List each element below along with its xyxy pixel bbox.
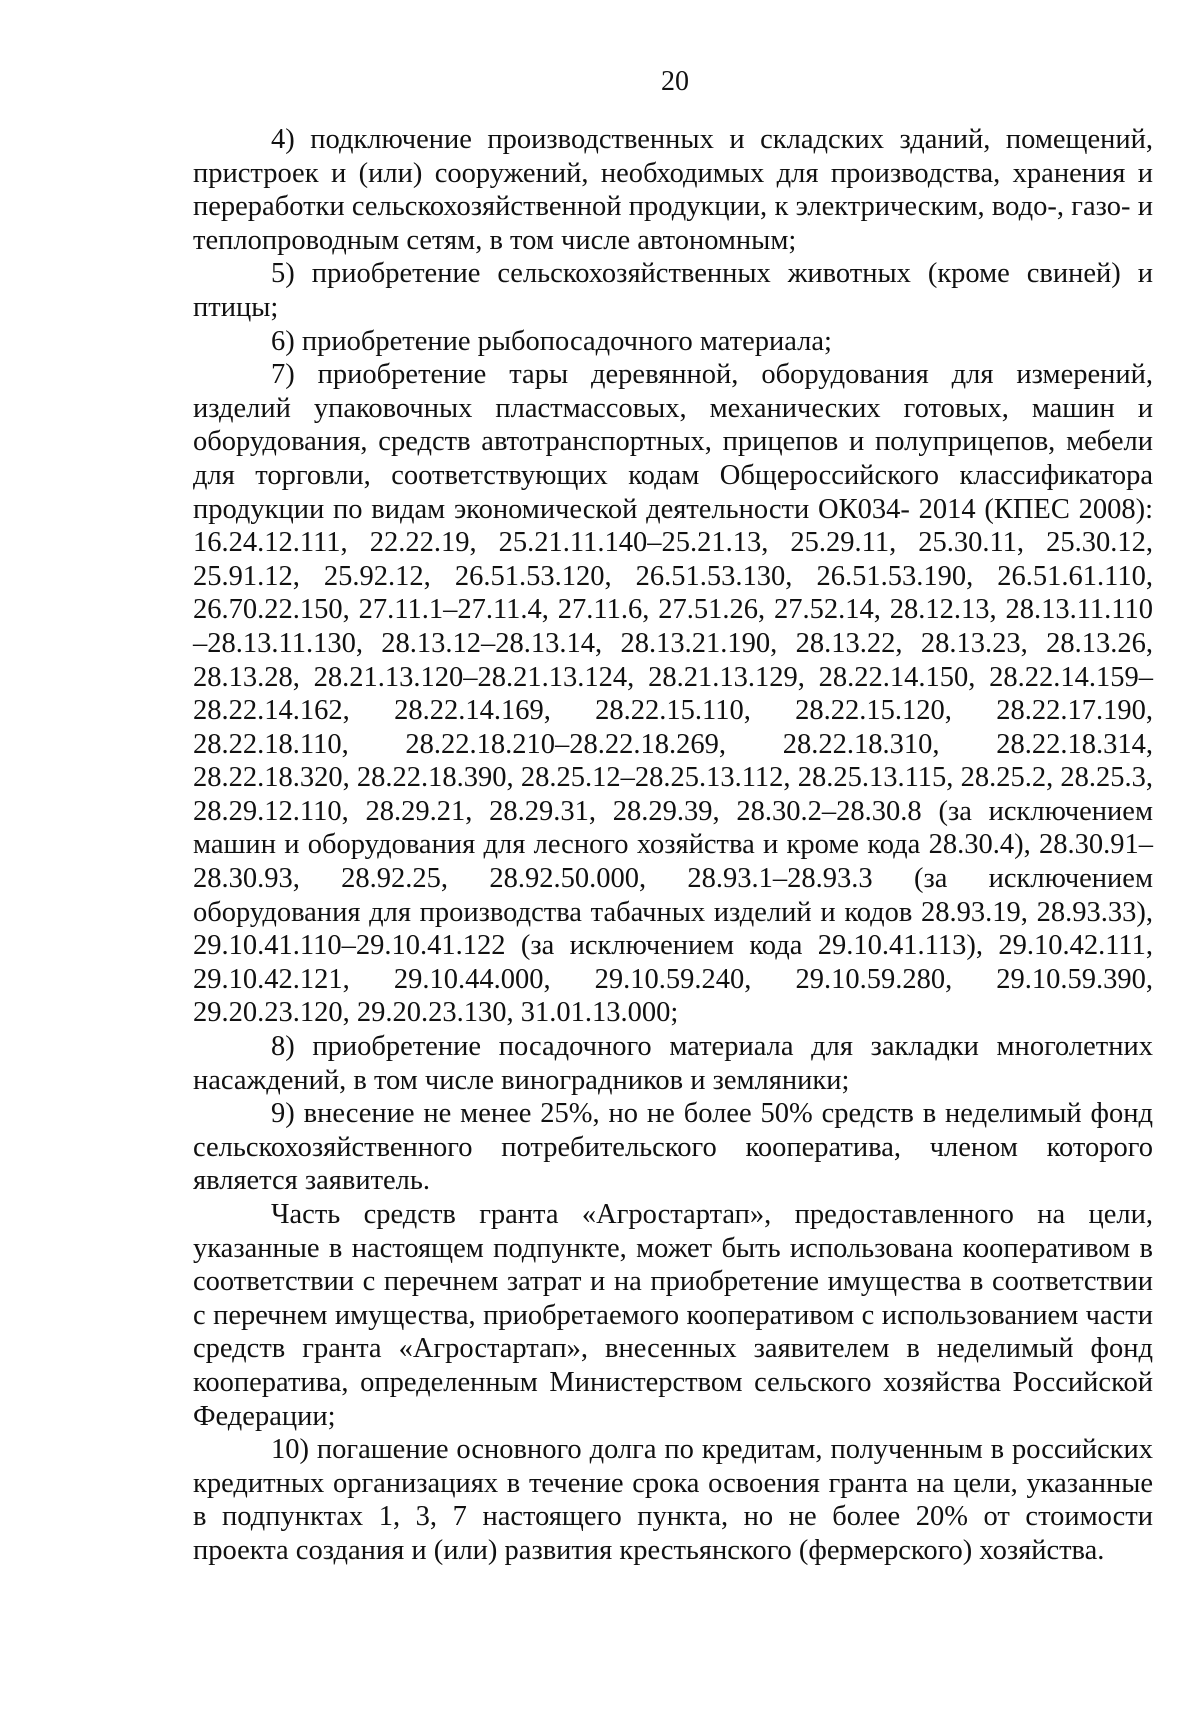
paragraph-item-10: 10) погашение основного долга по кредитам, полученным в российских кредитных организациях в течение срока освоения гранта на цели, указанные в подпунктах 1, 3, 7 настоящего пункта, но не более 20% от стоимости проекта создания и (или) развития крестьянского (фермерского) хозяйства. (193, 1434, 1153, 1566)
paragraph-grant-usage: Часть средств гранта «Агростартап», предоставленного на цели, указанные в настоящем подпункте, может быть использована кооперативом в соответствии с перечнем затрат и на приобретение имущества в соответствии с перечнем имущества, приобретаемого кооперативом с использованием части средств гранта «Агростартап», внесенных заявителем в неделимый фонд кооператива, определенным Министерством сельского хозяйства Российской Федерации; (193, 1199, 1153, 1432)
paragraph-item-4: 4) подключение производственных и складских зданий, помещений, пристроек и (или) сооружений, необходимых для производства, хранения и переработки сельскохозяйственной продукции, к электрическим, водо-, газо- и теплопроводным сетям, в том числе автономным; (193, 124, 1153, 256)
paragraph-item-9: 9) внесение не менее 25%, но не более 50% средств в неделимый фонд сельскохозяйственного потребительского кооператива, членом которого является заявитель. (193, 1098, 1153, 1197)
paragraph-item-5: 5) приобретение сельскохозяйственных животных (кроме свиней) и птицы; (193, 258, 1153, 323)
paragraph-item-6: 6) приобретение рыбопосадочного материала; (271, 325, 832, 357)
paragraph-item-8: 8) приобретение посадочного материала для закладки многолетних насаждений, в том числе виноградников и земляники; (193, 1031, 1153, 1096)
paragraph-item-7: 7) приобретение тары деревянной, оборудования для измерений, изделий упаковочных пластмассовых, механических готовых, машин и оборудования, средств автотранспортных, прицепов и полуприцепов, мебели для торговли, соответствующих кодам Общероссийского классификатора продукции по видам экономической деятельности ОК034- 2014 (КПЕС 2008): 16.24.12.111, 22.22.19, 25.21.11.140–25.21.13, 25.29.11, 25.30.11, 25.30.12, 25.91.12, 25.92.12, 26.51.53.120, 26.51.53.130, 26.51.53.190, 26.51.61.110, 26.70.22.150, 27.11.1–27.11.4, 27.11.6, 27.51.26, 27.52.14, 28.12.13, 28.13.11.110 –28.13.11.130, 28.13.12–28.13.14, 28.13.21.190, 28.13.22, 28.13.23, 28.13.26, 28.13.28, 28.21.13.120–28.21.13.124, 28.21.13.129, 28.22.14.150, 28.22.14.159–28.22.14.162, 28.22.14.169, 28.22.15.110, 28.22.15.120, 28.22.17.190, 28.22.18.110, 28.22.18.210–28.22.18.269, 28.22.18.310, 28.22.18.314, 28.22.18.320, 28.22.18.390, 28.25.12–28.25.13.112, 28.25.13.115, 28.25.2, 28.25.3, 28.29.12.110, 28.29.21, 28.29.31, 28.29.39, 28.30.2–28.30.8 (за исключением машин и оборудования для лесного хозяйства и кроме кода 28.30.4), 28.30.91–28.30.93, 28.92.25, 28.92.50.000, 28.93.1–28.93.3 (за исключением оборудования для производства табачных изделий и кодов 28.93.19, 28.93.33), 29.10.41.110–29.10.41.122 (за исключением кода 29.10.41.113), 29.10.42.111, 29.10.42.121, 29.10.44.000, 29.10.59.240, 29.10.59.280, 29.10.59.390, 29.20.23.120, 29.20.23.130, 31.01.13.000; (193, 359, 1153, 1029)
page-number: 20 (661, 66, 689, 97)
body-text (193, 123, 1153, 1568)
